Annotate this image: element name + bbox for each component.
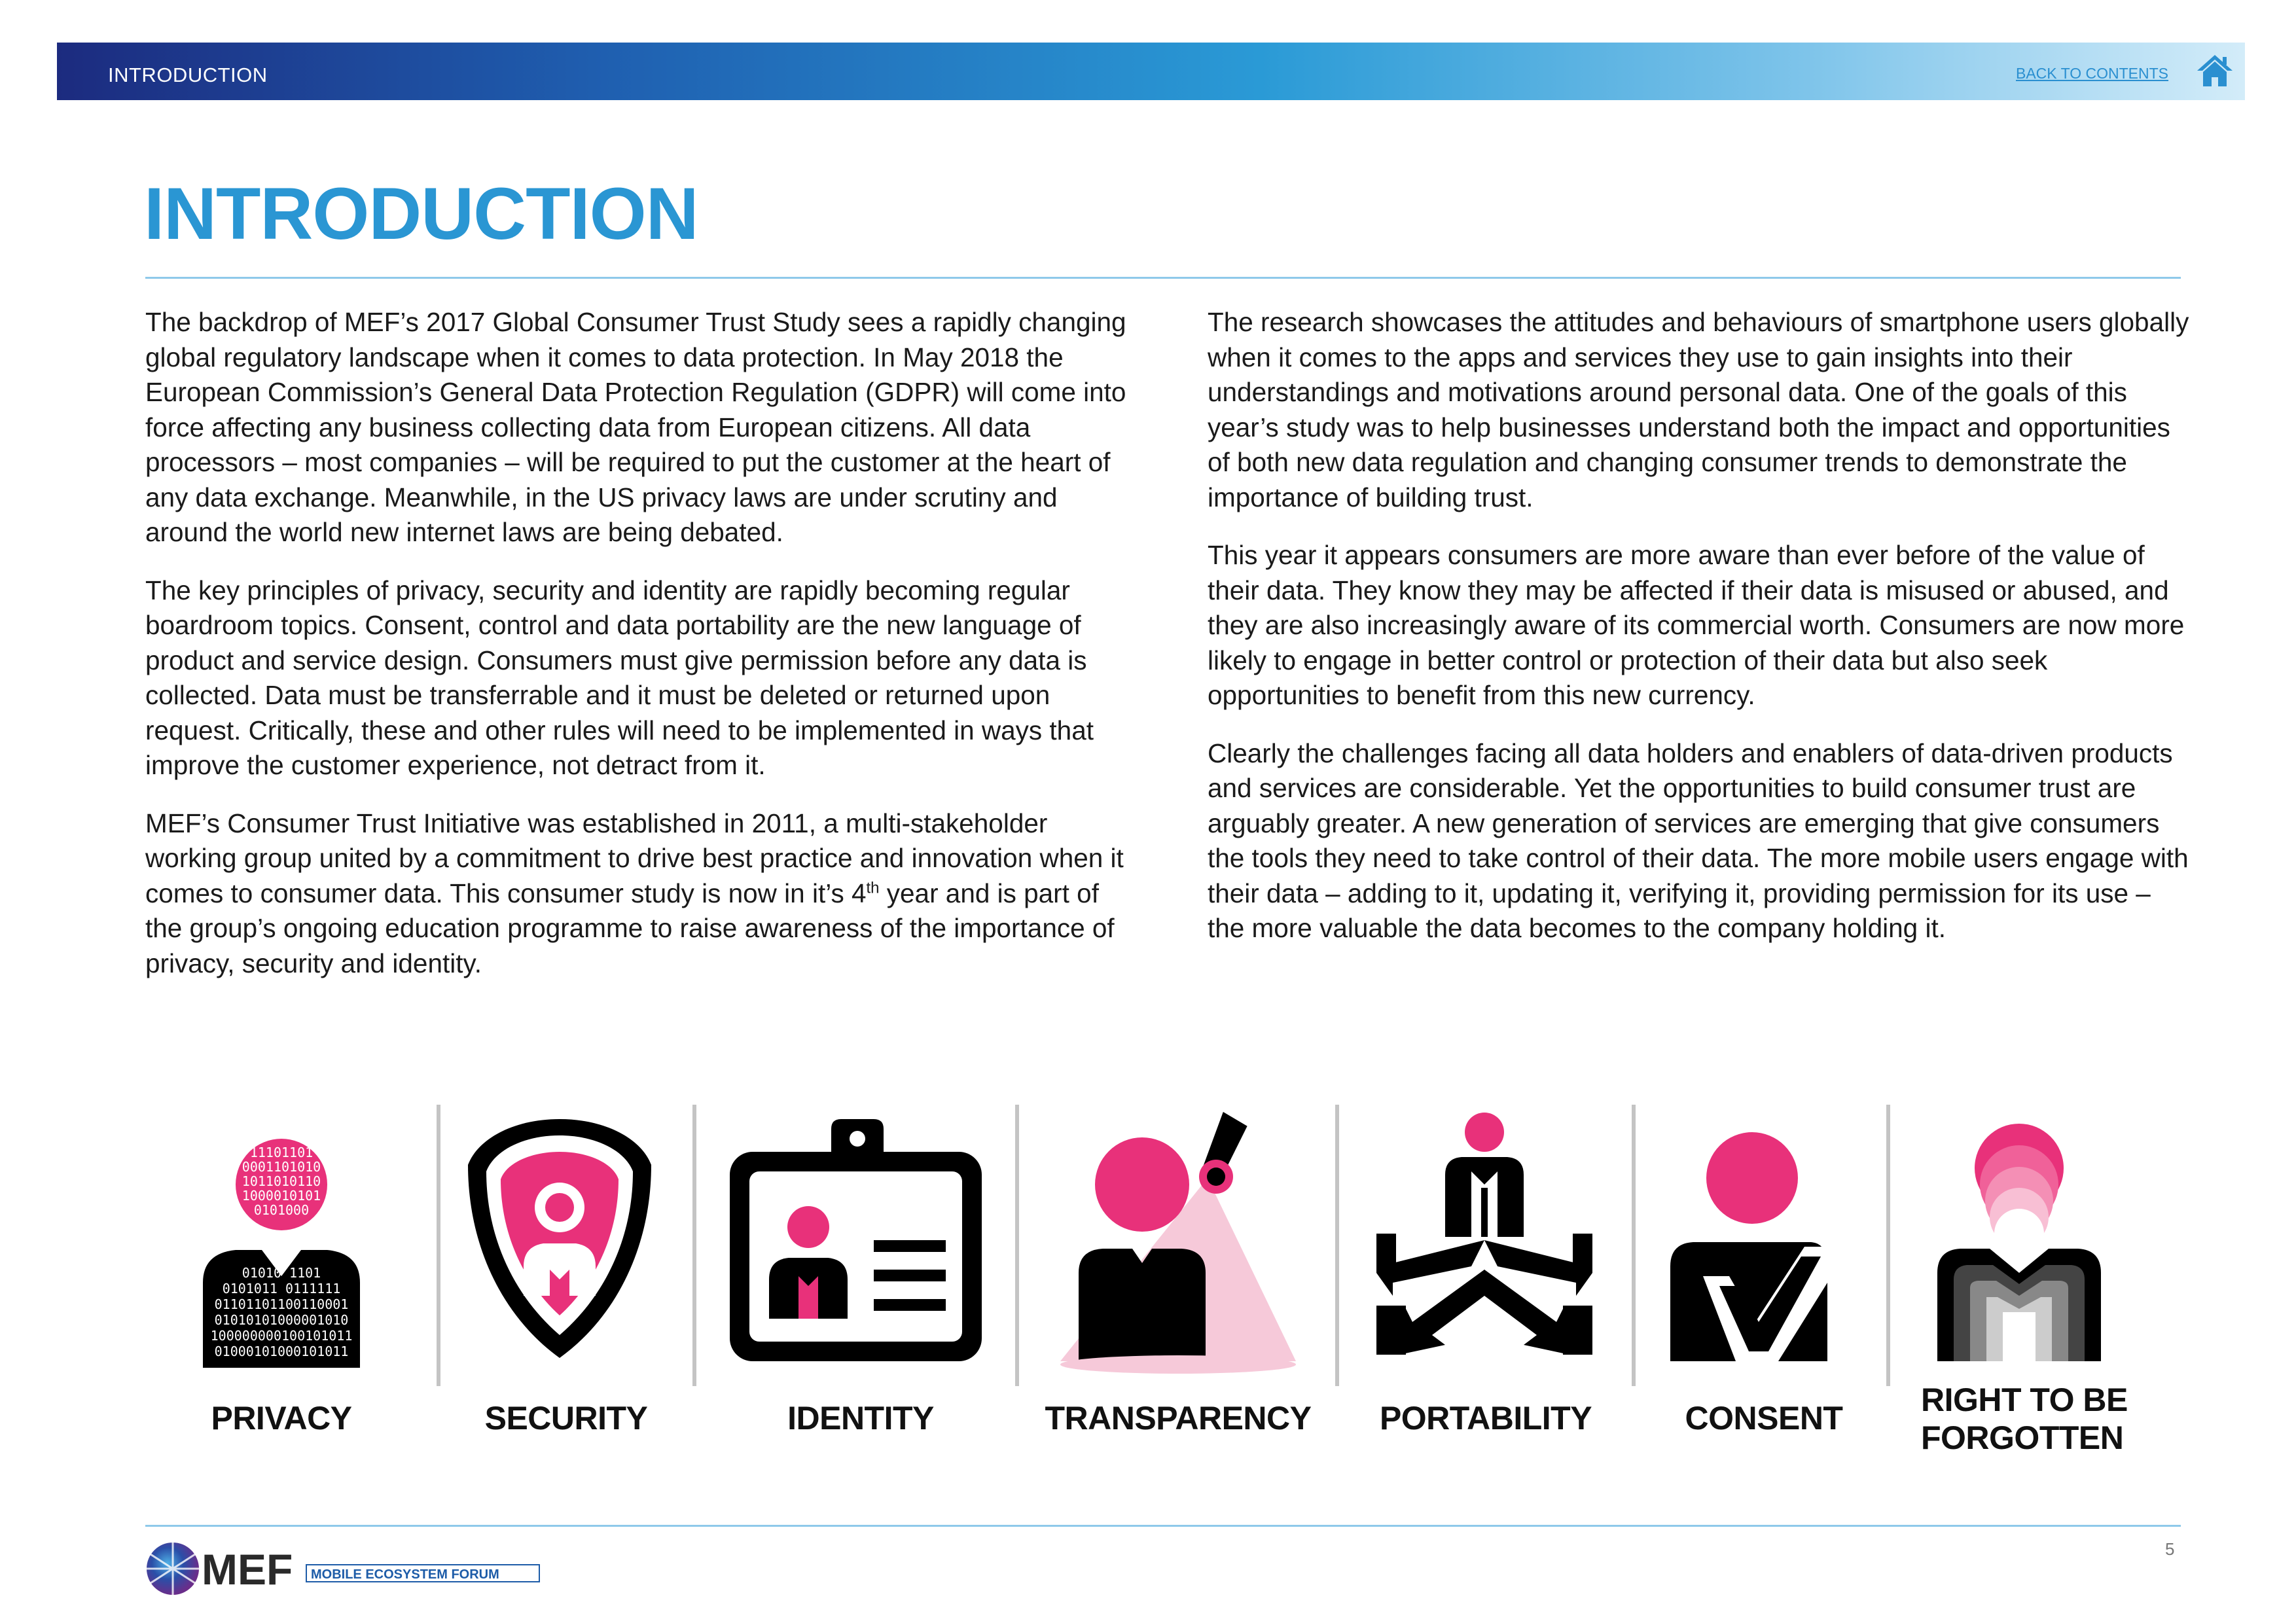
checkmark-person-icon xyxy=(1664,1106,1834,1368)
mef-logo-subtitle: MOBILE ECOSYSTEM FORUM xyxy=(311,1567,499,1582)
left-paragraph-3 xyxy=(145,806,1140,982)
left-paragraph-3-text-cont: year and is part of the group’s ongoing education programme to raise awareness of the importance of privacy, security and identity. xyxy=(145,878,1115,978)
icon-divider xyxy=(692,1105,696,1386)
svg-text:0101011 0111111: 0101011 0111111 xyxy=(222,1281,341,1296)
icon-divider xyxy=(437,1105,440,1386)
icon-divider xyxy=(1015,1105,1019,1386)
svg-text:0001101010: 0001101010 xyxy=(242,1159,321,1175)
label-right-to-be-forgotten-line-1: RIGHT TO BE xyxy=(1921,1382,2128,1418)
section-label: INTRODUCTION xyxy=(108,63,268,86)
title-divider xyxy=(145,277,2181,279)
right-paragraph-2: This year it appears consumers are more aware than ever before of the value of their data. They know they may be affected if their data is misused or abused, and they are also increasingly aware of its commercial worth. Consumers are now more likely to engage in better control or protection of their data but also seek opportunities to benefit from this new currency. xyxy=(1208,540,2185,710)
page-title: INTRODUCTION xyxy=(144,173,698,255)
label-privacy: PRIVACY xyxy=(211,1400,352,1436)
label-right-to-be-forgotten-line-2: FORGOTTEN xyxy=(1921,1419,2124,1456)
footer-divider xyxy=(145,1525,2181,1527)
svg-text:01000101000101011: 01000101000101011 xyxy=(214,1344,349,1359)
svg-text:0101000: 0101000 xyxy=(253,1202,310,1218)
label-right-to-be-forgotten xyxy=(1921,1381,2130,1457)
arrows-person-icon xyxy=(1373,1106,1596,1368)
svg-text:100000000100101011: 100000000100101011 xyxy=(210,1328,353,1344)
flashlight-person-icon xyxy=(1054,1106,1302,1381)
left-paragraph-3-text: MEF’s Consumer Trust Initiative was established in 2011, a multi-stakeholder working group united by a commitment to drive best practice and innovation when it comes to consumer data. This consumer study is now in it’s 4 xyxy=(145,808,1124,908)
mef-logo-text: MEF xyxy=(202,1545,293,1594)
label-transparency: TRANSPARENCY xyxy=(1045,1400,1312,1436)
svg-text:01010101000001010: 01010101000001010 xyxy=(214,1312,349,1328)
page-number: 5 xyxy=(2165,1539,2175,1559)
svg-text:01010 1101: 01010 1101 xyxy=(242,1265,321,1281)
left-column xyxy=(145,305,1140,1004)
home-icon[interactable] xyxy=(2196,54,2234,88)
svg-text:1011010110: 1011010110 xyxy=(242,1173,321,1189)
label-security: SECURITY xyxy=(484,1400,648,1436)
mef-logo xyxy=(144,1535,543,1600)
right-paragraph-1: The research showcases the attitudes and behaviours of smartphone users globally when it comes to the apps and services they use to gain insights into their understandings and motivations around personal data. One of the goals of this year’s study was to help businesses understand both the impact and opportunities of both new data regulation and changing consumer trends to demonstrate the importance of building trust. xyxy=(1208,307,2189,512)
right-column xyxy=(1208,305,2189,969)
header-banner xyxy=(57,43,2245,100)
left-paragraph-1: The backdrop of MEF’s 2017 Global Consumer Trust Study sees a rapidly changing global regulatory landscape when it comes to data protection. In May 2018 the European Commission’s General Data Protection Regulation (GDPR) will come into force affecting any business collecting data from European citizens. All data processors – most companies – will be required to put the customer at the heart of any data exchange. Meanwhile, in the US privacy laws are under scrutiny and around the world new internet laws are being debated. xyxy=(145,307,1126,547)
back-to-contents-link[interactable]: BACK TO CONTENTS xyxy=(2016,65,2169,82)
ordinal-superscript: th xyxy=(866,879,880,897)
icon-divider xyxy=(1632,1105,1636,1386)
id-card-icon xyxy=(726,1106,988,1368)
privacy-icon xyxy=(196,1106,367,1368)
label-portability: PORTABILITY xyxy=(1379,1400,1592,1436)
fading-person-icon xyxy=(1931,1106,2101,1368)
security-shield-icon xyxy=(461,1106,658,1368)
icon-divider xyxy=(1335,1105,1339,1386)
svg-text:1000010101: 1000010101 xyxy=(242,1188,321,1204)
svg-text:01101101100110001: 01101101100110001 xyxy=(214,1296,349,1312)
icon-divider xyxy=(1886,1105,1890,1386)
label-identity: IDENTITY xyxy=(787,1400,934,1436)
label-consent: CONSENT xyxy=(1685,1400,1843,1436)
right-paragraph-3: Clearly the challenges facing all data holders and enablers of data-driven products and services are considerable. Yet the opportunities to build consumer trust are arguably greater. A new generation of services are emerging that give consumers the tools they need to take control of their data. The more mobile users engage with their data – adding to it, updating it, verifying it, providing permission for its use – the more valuable the data becomes to the company holding it. xyxy=(1208,738,2189,943)
svg-text:11101101: 11101101 xyxy=(249,1145,314,1160)
left-paragraph-2: The key principles of privacy, security and identity are rapidly becoming regular boardroom topics. Consent, control and data portability are the new language of product and service design. Consumers must give permission before any data is collected. Data must be transferrable and it must be deleted or returned upon request. Critically, these and other rules will need to be implemented in ways that improve the customer experience, not detract from it. xyxy=(145,575,1094,780)
